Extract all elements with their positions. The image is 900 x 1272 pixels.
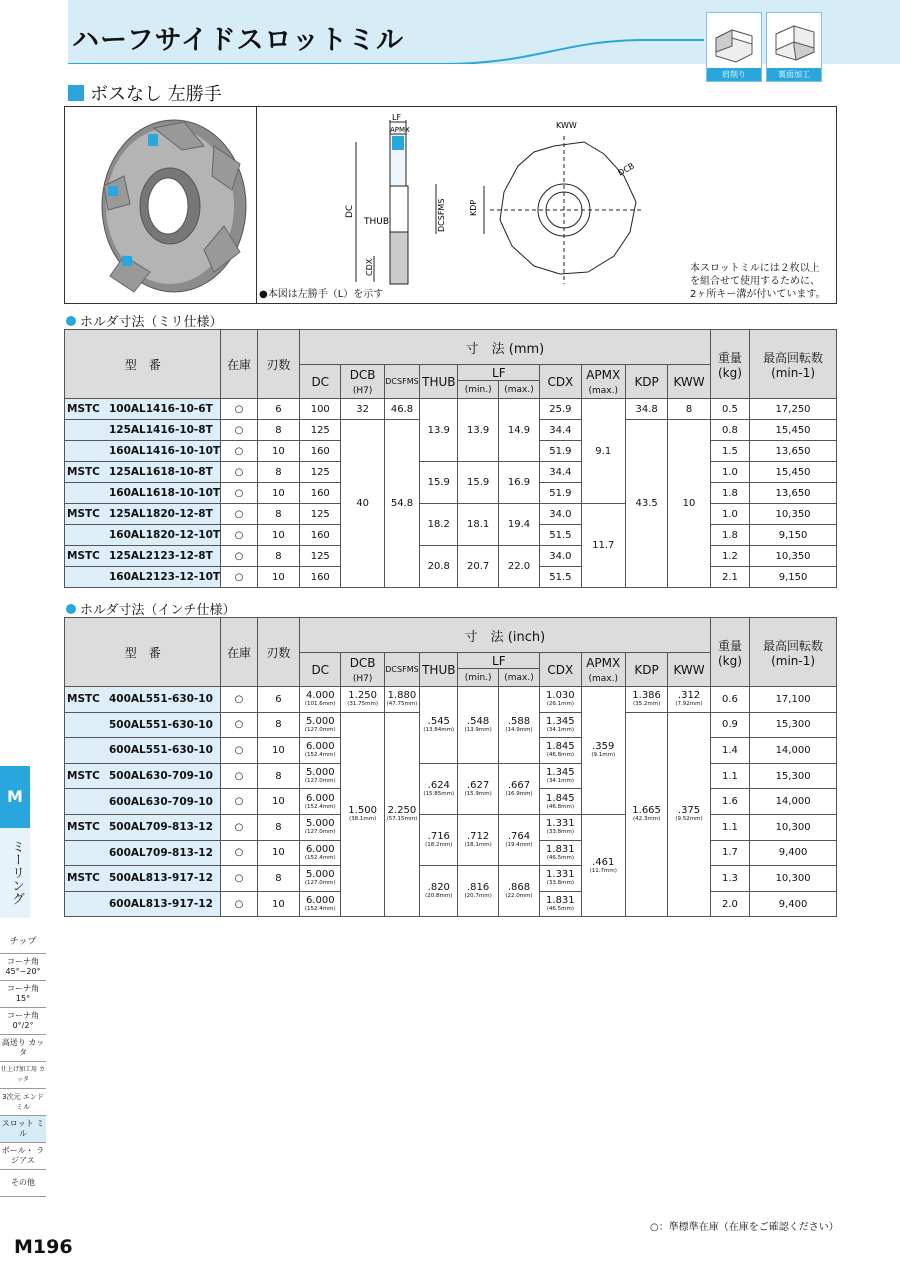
apmx-cell: .359 (9.1mm)	[581, 687, 625, 815]
rpm-cell: 15,300	[750, 712, 837, 738]
rpm-cell: 9,150	[750, 525, 837, 546]
col-lf-min: (min.)	[458, 381, 498, 399]
table-row	[65, 866, 837, 892]
cdx-cell: 51.5	[540, 525, 581, 546]
dc-cell: 125	[300, 462, 341, 483]
dc-cell: 6.000 (152.4mm)	[300, 738, 341, 764]
sidebar-item-slot-mill[interactable]: スロット ミル	[0, 1116, 46, 1143]
col-dcb: DCB (H7)	[341, 653, 384, 687]
sidebar-item-corner-0[interactable]: コーナ角 0°/2°	[0, 1008, 46, 1035]
dc-cell: 6.000 (152.4mm)	[300, 789, 341, 815]
model-cell: 160AL2123-12-10T	[65, 567, 221, 588]
stock-cell: ○	[221, 738, 257, 764]
cdx-cell: 1.345 (34.1mm)	[540, 763, 581, 789]
lf-max-cell: 14.9	[498, 399, 539, 462]
weight-cell: 0.5	[710, 399, 749, 420]
col-kdp: KDP	[625, 653, 667, 687]
table-row	[65, 546, 837, 567]
model-cell: 600AL630-709-10	[65, 789, 221, 815]
thub-cell: 20.8	[420, 546, 458, 588]
cdx-cell: 1.845 (46.8mm)	[540, 789, 581, 815]
lf-max-cell: .588 (14.9mm)	[498, 687, 539, 764]
kdp-cell: 1.386 (35.2mm)	[625, 687, 667, 713]
cdx-cell: 34.4	[540, 462, 581, 483]
shoulder-cutting-badge	[706, 12, 762, 82]
dc-cell: 6.000 (152.4mm)	[300, 840, 341, 866]
teeth-cell: 10	[257, 567, 299, 588]
model-cell: 160AL1820-12-10T	[65, 525, 221, 546]
sidebar-item-other[interactable]: その他	[0, 1170, 46, 1197]
col-lf: LF	[458, 365, 540, 381]
kdp-cell: 34.8	[625, 399, 667, 420]
weight-cell: 1.2	[710, 546, 749, 567]
dcsfms-cell: 2.250 (57.15mm)	[384, 712, 419, 917]
model-cell: 500AL551-630-10	[65, 712, 221, 738]
dcsfms-cell: 54.8	[384, 420, 419, 588]
dim-apmx-label: APMX	[390, 126, 410, 134]
thub-cell: 18.2	[420, 504, 458, 546]
teeth-cell: 10	[257, 840, 299, 866]
rpm-cell: 10,350	[750, 546, 837, 567]
dc-cell: 125	[300, 420, 341, 441]
rpm-cell: 15,450	[750, 462, 837, 483]
weight-cell: 1.6	[710, 789, 749, 815]
dim-dcb-label: DCB	[616, 161, 636, 178]
col-cdx: CDX	[540, 653, 581, 687]
thub-cell: .624 (15.85mm)	[420, 763, 458, 814]
sub-title	[68, 80, 222, 106]
rpm-cell: 15,300	[750, 763, 837, 789]
model-cell: MSTC 500AL709-813-12	[65, 814, 221, 840]
inch-section-text: ホルダ寸法（インチ仕様）	[80, 603, 236, 618]
stock-cell: ○	[221, 504, 257, 525]
bullet-dot-icon	[66, 604, 76, 614]
weight-cell: 2.0	[710, 891, 749, 917]
cutter-3d-icon	[102, 120, 246, 292]
col-model: 型 番	[65, 330, 221, 399]
col-dims: 寸 法 (mm)	[300, 330, 711, 365]
dim-lf-label: LF	[392, 113, 402, 122]
teeth-cell: 10	[257, 483, 299, 504]
sidebar-item-3d-endmill[interactable]: 3次元 エンドミル	[0, 1089, 46, 1116]
col-kww: KWW	[668, 653, 710, 687]
weight-cell: 1.8	[710, 525, 749, 546]
dc-cell: 160	[300, 567, 341, 588]
dcb-cell: 32	[341, 399, 384, 420]
col-dc: DC	[300, 365, 341, 399]
stock-cell: ○	[221, 763, 257, 789]
cdx-cell: 34.0	[540, 546, 581, 567]
cdx-cell: 51.9	[540, 441, 581, 462]
thub-cell: .820 (20.8mm)	[420, 866, 458, 917]
back-machining-badge	[766, 12, 822, 82]
thub-cell: 13.9	[420, 399, 458, 462]
dcsfms-cell: 46.8	[384, 399, 419, 420]
sidebar-item-ball-radius[interactable]: ボール・ ラジアス	[0, 1143, 46, 1170]
model-cell: MSTC 125AL1820-12-8T	[65, 504, 221, 525]
col-apmx: APMX (max.)	[581, 365, 625, 399]
dc-cell: 5.000 (127.0mm)	[300, 814, 341, 840]
cdx-cell: 25.9	[540, 399, 581, 420]
kdp-cell: 43.5	[625, 420, 667, 588]
col-dims: 寸 法 (inch)	[300, 618, 711, 653]
model-cell: MSTC 500AL630-709-10	[65, 763, 221, 789]
weight-cell: 1.8	[710, 483, 749, 504]
sidebar-category	[0, 828, 30, 918]
lf-max-cell: .764 (19.4mm)	[498, 814, 539, 865]
stock-cell: ○	[221, 525, 257, 546]
model-cell: 160AL1416-10-10T	[65, 441, 221, 462]
col-model: 型 番	[65, 618, 221, 687]
rpm-cell: 17,100	[750, 687, 837, 713]
cdx-cell: 1.030 (26.1mm)	[540, 687, 581, 713]
weight-cell: 1.5	[710, 441, 749, 462]
table-row	[65, 462, 837, 483]
teeth-cell: 8	[257, 712, 299, 738]
figure-note-right	[690, 262, 826, 301]
rpm-cell: 10,300	[750, 814, 837, 840]
rpm-cell: 13,650	[750, 441, 837, 462]
stock-cell: ○	[221, 814, 257, 840]
table-row	[65, 763, 837, 789]
cdx-cell: 51.9	[540, 483, 581, 504]
cdx-cell: 1.331 (33.8mm)	[540, 814, 581, 840]
col-teeth: 刃数	[257, 618, 299, 687]
dc-cell: 160	[300, 483, 341, 504]
col-dcsfms: DCSFMS	[384, 365, 419, 399]
rpm-cell: 15,450	[750, 420, 837, 441]
model-cell: 125AL1416-10-8T	[65, 420, 221, 441]
model-cell: 600AL551-630-10	[65, 738, 221, 764]
lf-min-cell: .548 (13.9mm)	[458, 687, 498, 764]
weight-cell: 1.1	[710, 763, 749, 789]
figure-note-left: ●本図は左勝手（L）を示す	[259, 289, 384, 300]
shoulder-cutting-label: 肩削り	[707, 68, 761, 81]
stock-cell: ○	[221, 840, 257, 866]
sidebar-category-label: ミーリング	[9, 840, 24, 905]
stock-cell: ○	[221, 866, 257, 892]
weight-cell: 0.9	[710, 712, 749, 738]
col-stock: 在庫	[221, 618, 257, 687]
stock-cell: ○	[221, 462, 257, 483]
table-row	[65, 504, 837, 525]
cdx-cell: 34.0	[540, 504, 581, 525]
stock-cell: ○	[221, 687, 257, 713]
weight-cell: 1.3	[710, 866, 749, 892]
teeth-cell: 8	[257, 814, 299, 840]
model-cell: MSTC 125AL1618-10-8T	[65, 462, 221, 483]
teeth-cell: 8	[257, 866, 299, 892]
stock-cell: ○	[221, 420, 257, 441]
teeth-cell: 8	[257, 420, 299, 441]
cdx-cell: 1.831 (46.5mm)	[540, 891, 581, 917]
thub-cell: .545 (13.84mm)	[420, 687, 458, 764]
table-row	[65, 814, 837, 840]
model-cell: MSTC 125AL2123-12-8T	[65, 546, 221, 567]
sidebar-item-finishing[interactable]: 仕上げ加工用 カッタ	[0, 1062, 46, 1089]
col-lf: LF	[458, 653, 540, 669]
col-stock: 在庫	[221, 330, 257, 399]
col-rpm: 最高回転数 (min-1)	[750, 330, 837, 399]
metric-section-text: ホルダ寸法（ミリ仕様）	[80, 315, 223, 330]
col-kww: KWW	[668, 365, 710, 399]
stock-cell: ○	[221, 399, 257, 420]
metric-section-title	[66, 311, 222, 330]
back-machining-label: 裏面加工	[767, 68, 821, 81]
page-number: M196	[14, 1236, 73, 1258]
teeth-cell: 10	[257, 441, 299, 462]
thub-cell: .716 (18.2mm)	[420, 814, 458, 865]
col-weight: 重量 (kg)	[710, 618, 749, 687]
col-lf-min: (min.)	[458, 669, 498, 687]
weight-cell: 1.7	[710, 840, 749, 866]
stock-cell: ○	[221, 567, 257, 588]
teeth-cell: 6	[257, 399, 299, 420]
rpm-cell: 9,400	[750, 891, 837, 917]
stock-legend-note: ○：準標準在庫（在庫をご確認ください）	[650, 1222, 839, 1233]
lf-max-cell: 19.4	[498, 504, 539, 546]
lf-max-cell: 22.0	[498, 546, 539, 588]
weight-cell: 0.6	[710, 687, 749, 713]
stock-cell: ○	[221, 546, 257, 567]
weight-cell: 1.0	[710, 504, 749, 525]
table-row	[65, 399, 837, 420]
apmx-cell: .461 (11.7mm)	[581, 814, 625, 916]
teeth-cell: 10	[257, 738, 299, 764]
teeth-cell: 10	[257, 525, 299, 546]
table-row	[65, 687, 837, 713]
col-apmx: APMX (max.)	[581, 653, 625, 687]
sidebar-item-corner-15[interactable]: コーナ角 15°	[0, 981, 46, 1008]
back-machining-icon	[770, 16, 818, 66]
dim-cdx-label: CDX	[365, 258, 374, 276]
lf-max-cell: 16.9	[498, 462, 539, 504]
sidebar-item-high-feed[interactable]: 高送り カッタ	[0, 1035, 46, 1062]
inch-section-title	[66, 599, 235, 618]
dim-kww-label: KWW	[556, 121, 577, 130]
front-view-drawing	[484, 136, 644, 284]
bullet-dot-icon	[66, 316, 76, 326]
apmx-cell: 11.7	[581, 504, 625, 588]
square-bullet-icon	[68, 85, 84, 101]
dim-dc-label: DC	[345, 204, 355, 218]
dc-cell: 160	[300, 525, 341, 546]
sub-title-text: ボスなし 左勝手	[90, 84, 222, 105]
col-kdp: KDP	[625, 365, 667, 399]
weight-cell: 1.0	[710, 462, 749, 483]
teeth-cell: 8	[257, 462, 299, 483]
model-cell: 600AL709-813-12	[65, 840, 221, 866]
col-thub: THUB	[420, 653, 458, 687]
dim-dcsfms-label: DCSFMS	[437, 198, 446, 232]
kww-cell: .375 (9.52mm)	[668, 712, 710, 917]
teeth-cell: 8	[257, 546, 299, 567]
col-weight: 重量 (kg)	[710, 330, 749, 399]
col-teeth: 刃数	[257, 330, 299, 399]
col-rpm: 最高回転数 (min-1)	[750, 618, 837, 687]
stock-cell: ○	[221, 483, 257, 504]
col-lf-max: (max.)	[498, 669, 539, 687]
lf-min-cell: 18.1	[458, 504, 498, 546]
shoulder-cutting-icon	[710, 16, 758, 66]
lf-max-cell: .667 (16.9mm)	[498, 763, 539, 814]
rpm-cell: 17,250	[750, 399, 837, 420]
note-line-1: 本スロットミルには２枚以上	[690, 263, 820, 274]
col-cdx: CDX	[540, 365, 581, 399]
col-dcsfms: DCSFMS	[384, 653, 419, 687]
rpm-cell: 10,300	[750, 866, 837, 892]
dcb-cell: 1.250 (31.75mm)	[341, 687, 384, 713]
cdx-cell: 51.5	[540, 567, 581, 588]
kww-cell: 10	[668, 420, 710, 588]
model-cell: 600AL813-917-12	[65, 891, 221, 917]
apmx-cell: 9.1	[581, 399, 625, 504]
dc-cell: 125	[300, 546, 341, 567]
teeth-cell: 10	[257, 789, 299, 815]
stock-cell: ○	[221, 712, 257, 738]
page-title: ハーフサイドスロットミル	[72, 25, 404, 56]
stock-cell: ○	[221, 441, 257, 462]
sidebar-item-corner-45[interactable]: コーナ角 45°~20°	[0, 954, 46, 981]
dim-kdp-label: KDP	[469, 199, 478, 216]
weight-cell: 0.8	[710, 420, 749, 441]
kww-cell: 8	[668, 399, 710, 420]
dcb-cell: 1.500 (38.1mm)	[341, 712, 384, 917]
dcb-cell: 40	[341, 420, 384, 588]
rpm-cell: 9,150	[750, 567, 837, 588]
kdp-cell: 1.665 (42.3mm)	[625, 712, 667, 917]
dc-cell: 5.000 (127.0mm)	[300, 866, 341, 892]
kww-cell: .312 (7.92mm)	[668, 687, 710, 713]
model-cell: MSTC 100AL1416-10-6T	[65, 399, 221, 420]
col-dc: DC	[300, 653, 341, 687]
model-cell: MSTC 400AL551-630-10	[65, 687, 221, 713]
dc-cell: 5.000 (127.0mm)	[300, 712, 341, 738]
col-dcb: DCB (H7)	[341, 365, 384, 399]
inch-spec-table	[64, 617, 837, 917]
sidebar-menu	[0, 930, 46, 1197]
lf-min-cell: .712 (18.1mm)	[458, 814, 498, 865]
dc-cell: 160	[300, 441, 341, 462]
lf-min-cell: .627 (15.9mm)	[458, 763, 498, 814]
dc-cell: 4.000 (101.6mm)	[300, 687, 341, 713]
rpm-cell: 10,350	[750, 504, 837, 525]
cdx-cell: 34.4	[540, 420, 581, 441]
col-lf-max: (max.)	[498, 381, 539, 399]
stock-cell: ○	[221, 789, 257, 815]
cdx-cell: 1.345 (34.1mm)	[540, 712, 581, 738]
rpm-cell: 9,400	[750, 840, 837, 866]
note-line-2: を組合せて使用するために、	[690, 276, 820, 287]
model-cell: MSTC 500AL813-917-12	[65, 866, 221, 892]
thub-cell: 15.9	[420, 462, 458, 504]
sidebar-tab-m[interactable]: M	[0, 766, 30, 828]
cdx-cell: 1.831 (46.5mm)	[540, 840, 581, 866]
sidebar-item-chip[interactable]: チップ	[0, 930, 46, 954]
rpm-cell: 13,650	[750, 483, 837, 504]
weight-cell: 1.1	[710, 814, 749, 840]
dc-cell: 6.000 (152.4mm)	[300, 891, 341, 917]
note-line-3: 2ヶ所キー溝が付いています。	[690, 289, 826, 300]
lf-min-cell: .816 (20.7mm)	[458, 866, 498, 917]
dcsfms-cell: 1.880 (47.75mm)	[384, 687, 419, 713]
col-thub: THUB	[420, 365, 458, 399]
rpm-cell: 14,000	[750, 738, 837, 764]
dc-cell: 5.000 (127.0mm)	[300, 763, 341, 789]
model-cell: 160AL1618-10-10T	[65, 483, 221, 504]
teeth-cell: 6	[257, 687, 299, 713]
cdx-cell: 1.331 (33.8mm)	[540, 866, 581, 892]
dc-cell: 100	[300, 399, 341, 420]
metric-spec-table	[64, 329, 837, 588]
teeth-cell: 8	[257, 504, 299, 525]
cdx-cell: 1.845 (46.8mm)	[540, 738, 581, 764]
stock-cell: ○	[221, 891, 257, 917]
teeth-cell: 8	[257, 763, 299, 789]
dim-thub-label: THUB	[364, 217, 390, 227]
teeth-cell: 10	[257, 891, 299, 917]
lf-max-cell: .868 (22.0mm)	[498, 866, 539, 917]
weight-cell: 1.4	[710, 738, 749, 764]
dc-cell: 125	[300, 504, 341, 525]
lf-min-cell: 13.9	[458, 399, 498, 462]
rpm-cell: 14,000	[750, 789, 837, 815]
lf-min-cell: 20.7	[458, 546, 498, 588]
weight-cell: 2.1	[710, 567, 749, 588]
lf-min-cell: 15.9	[458, 462, 498, 504]
